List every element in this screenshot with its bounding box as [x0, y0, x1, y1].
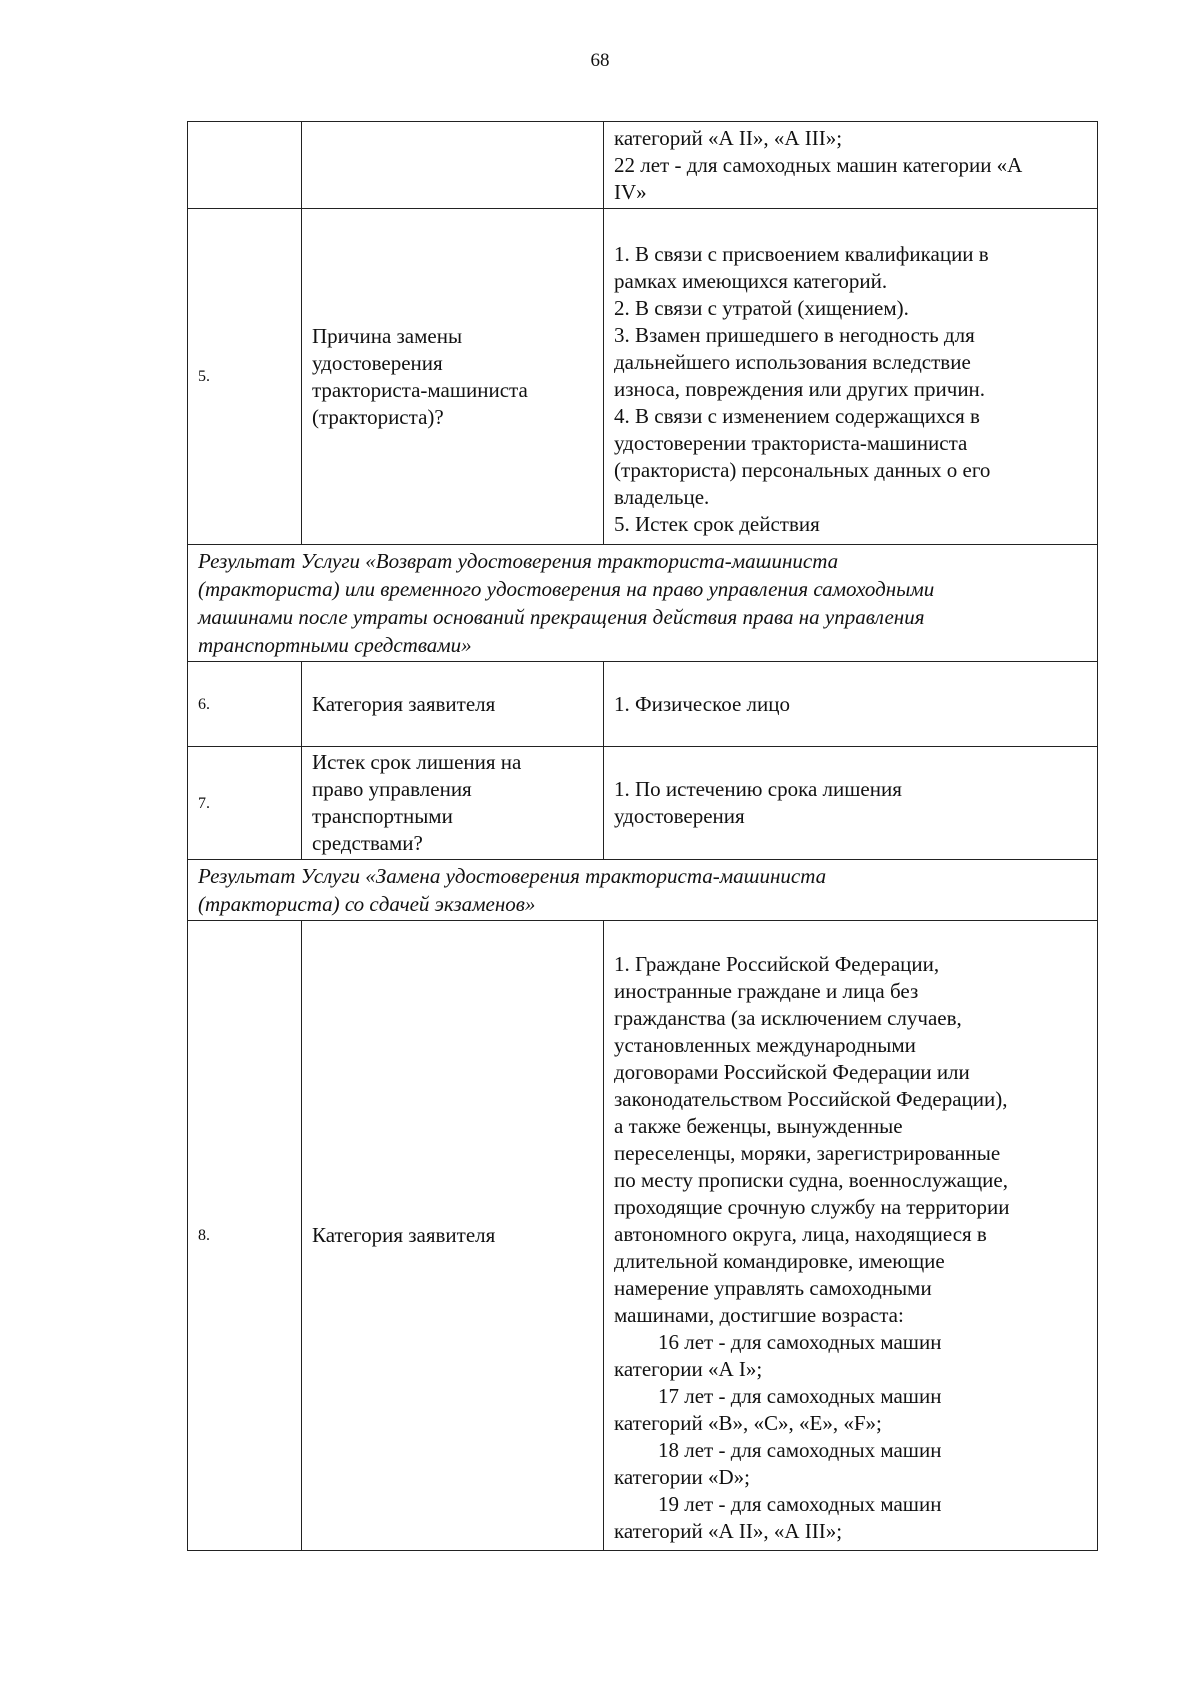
- age-line: 16 лет - для самоходных машин: [658, 1330, 942, 1354]
- text-line: удостоверении тракториста-машиниста: [614, 430, 968, 455]
- services-table: [187, 121, 1098, 1551]
- text-line: проходящие срочную службу на территории: [614, 1195, 1010, 1219]
- result-heading: [188, 860, 1098, 921]
- age-line: категорий «В», «С», «Е», «F»;: [614, 1411, 882, 1435]
- text-line: (тракториста)?: [312, 404, 444, 429]
- text-line: по месту прописки судна, военнослужащие,: [614, 1168, 1008, 1192]
- text-line: (тракториста) или временного удостоверения на право управления самоходными: [198, 577, 935, 601]
- text-line: транспортными: [312, 804, 453, 828]
- text-line: дальнейшего использования вследствие: [614, 349, 971, 374]
- text-line: IV»: [614, 180, 647, 204]
- text-line: Результат Услуги «Возврат удостоверения тракториста-машиниста: [198, 549, 839, 573]
- cell-empty-question: [302, 122, 604, 209]
- age-line: категории «D»;: [614, 1465, 750, 1489]
- text-line: 1. Граждане Российской Федерации,: [614, 952, 940, 976]
- question-cell: Категория заявителя: [302, 662, 604, 747]
- text-line: право управления: [312, 777, 472, 801]
- text-line: (тракториста) персональных данных о его: [614, 457, 991, 482]
- answer-cell: [604, 209, 1098, 545]
- text-line: законодательством Российской Федерации),: [614, 1087, 1008, 1111]
- text-line: удостоверения: [614, 804, 745, 828]
- text-line: владельце.: [614, 484, 710, 509]
- text-line: переселенцы, моряки, зарегистрированные: [614, 1141, 1001, 1165]
- table-row-6: [188, 662, 1098, 747]
- row-number: 5.: [188, 209, 302, 545]
- text-line: 22 лет - для самоходных машин категории «А: [614, 153, 1023, 177]
- cell-empty-num: [188, 122, 302, 209]
- age-line: 17 лет - для самоходных машин: [658, 1384, 942, 1408]
- text-line: гражданства (за исключением случаев,: [614, 1006, 962, 1030]
- age-line: категории «А I»;: [614, 1357, 763, 1381]
- row-number: 6.: [188, 662, 302, 747]
- result-heading: [188, 545, 1098, 662]
- text-line: а также беженцы, вынужденные: [614, 1114, 903, 1138]
- question-cell: [302, 209, 604, 545]
- answer-cell: 1. Физическое лицо: [604, 662, 1098, 747]
- text-line: машинами, достигшие возраста:: [614, 1303, 904, 1327]
- text-line: иностранные граждане и лица без: [614, 979, 919, 1003]
- row-number: 7.: [188, 747, 302, 860]
- text-line: договорами Российской Федерации или: [614, 1060, 970, 1084]
- text-line: Истек срок лишения на: [312, 750, 522, 774]
- question-cell: Категория заявителя: [302, 921, 604, 1551]
- text-line: тракториста-машиниста: [312, 377, 528, 402]
- text-line: длительной командировке, имеющие: [614, 1249, 945, 1273]
- text-line: 3. Взамен пришедшего в негодность для: [614, 322, 975, 347]
- text-line: удостоверения: [312, 350, 443, 375]
- result-row-1: [188, 545, 1098, 662]
- text-line: износа, повреждения или других причин.: [614, 376, 986, 401]
- text-line: категорий «А II», «А III»;: [614, 126, 843, 150]
- text-line: 1. По истечению срока лишения: [614, 777, 902, 801]
- answer-cell: [604, 747, 1098, 860]
- table-row-8: [188, 921, 1098, 1551]
- text-line: автономного округа, лица, находящиеся в: [614, 1222, 987, 1246]
- page-number: 68: [590, 50, 610, 71]
- age-line: 19 лет - для самоходных машин: [658, 1492, 942, 1516]
- text-line: Причина замены: [312, 323, 463, 348]
- question-cell: [302, 747, 604, 860]
- table-row-continuation: [188, 122, 1098, 209]
- table-row-5: [188, 209, 1098, 545]
- cell-continuation-answer: [604, 122, 1098, 209]
- text-line: 4. В связи с изменением содержащихся в: [614, 403, 980, 428]
- text-line: намерение управлять самоходными: [614, 1276, 932, 1300]
- age-line: категорий «А II», «А III»;: [614, 1519, 843, 1543]
- answer-cell: [604, 921, 1098, 1551]
- age-line: 18 лет - для самоходных машин: [658, 1438, 942, 1462]
- text-line: средствами?: [312, 831, 423, 855]
- text-line: 1. В связи с присвоением квалификации в: [614, 241, 989, 266]
- table-row-7: [188, 747, 1098, 860]
- text-line: транспортными средствами»: [198, 633, 472, 657]
- text-line: 2. В связи с утратой (хищением).: [614, 295, 909, 320]
- row-number: 8.: [188, 921, 302, 1551]
- text-line: (тракториста) со сдачей экзаменов»: [198, 892, 536, 916]
- text-line: 5. Истек срок действия: [614, 511, 820, 536]
- result-row-2: [188, 860, 1098, 921]
- text-line: машинами после утраты оснований прекращения действия права на управления: [198, 605, 925, 629]
- text-line: установленных международными: [614, 1033, 916, 1057]
- text-line: Результат Услуги «Замена удостоверения тракториста-машиниста: [198, 864, 827, 888]
- text-line: рамках имеющихся категорий.: [614, 268, 888, 293]
